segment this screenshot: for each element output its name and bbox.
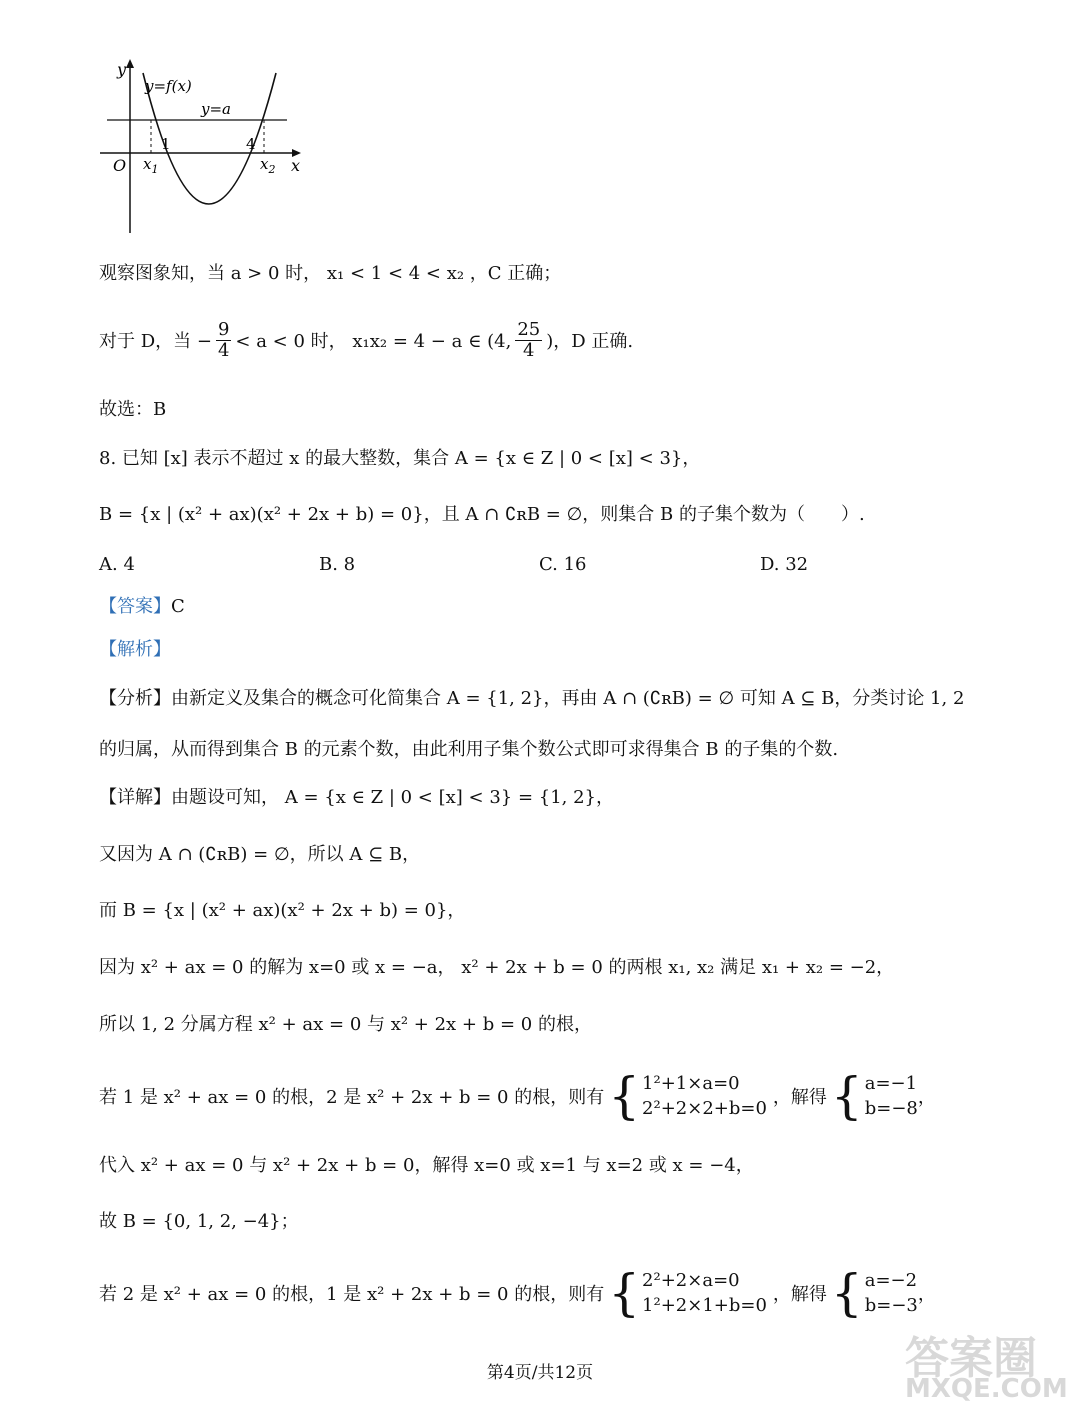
solution-eq: b=−3	[864, 1295, 918, 1316]
case-1-line	[99, 1066, 936, 1126]
tick-1-label: 1	[161, 135, 171, 153]
watermark-logo: 答案圈	[905, 1333, 1037, 1384]
system-eq: 1²+2×1+b=0	[642, 1295, 767, 1316]
solution-eq: a=−2	[864, 1269, 918, 1291]
x1-label: $x_1$	[143, 155, 159, 176]
system-eq: 1²+1×a=0	[642, 1072, 740, 1094]
option-d: D. 32	[760, 554, 809, 575]
case-2-line	[99, 1263, 936, 1323]
case-1-solve: ，解得	[772, 1087, 827, 1108]
option-d-line	[99, 320, 633, 361]
option-c: C. 16	[539, 554, 587, 575]
option-b: B. 8	[319, 554, 356, 575]
tick-4-label: 4	[246, 135, 256, 153]
case-1-sol-brace: {	[830, 1067, 863, 1125]
answer-line	[99, 596, 185, 618]
choose-line: 故选：B	[99, 399, 167, 420]
case-1-solution	[865, 1071, 918, 1121]
er-b-line: 而 B = {x | (x² + ax)(x² + 2x + b) = 0}，	[99, 900, 466, 921]
x-axis-label: x	[291, 156, 301, 175]
system-eq: 2²+2×a=0	[642, 1269, 740, 1291]
analysis-tag: 【解析】	[99, 639, 171, 660]
case-2-solve: ，解得	[772, 1284, 827, 1305]
fenxi-line-2: 的归属，从而得到集合 B 的元素个数，由此利用子集个数公式即可求得集合 B 的子集的个数.	[99, 739, 839, 760]
frac-num: 9	[217, 319, 230, 340]
origin-label: O	[113, 156, 127, 175]
d-prefix: 对于 D，当 −	[99, 331, 212, 353]
solution-eq: a=−1	[864, 1072, 918, 1094]
case-2-brace: {	[608, 1264, 641, 1322]
y-axis-label: y	[117, 60, 127, 79]
solution-eq: b=−8	[864, 1098, 918, 1119]
frac-den: 4	[523, 339, 535, 361]
fenxi-line-1: 【分析】由新定义及集合的概念可化简集合 A = {1, 2}，再由 A ∩ (∁ʀB) = ∅ 可知 A ⊆ B，分类讨论 1, 2	[99, 688, 965, 709]
system-eq: 2²+2×2+b=0	[642, 1098, 767, 1119]
dai-ru-line: 代入 x² + ax = 0 与 x² + 2x + b = 0，解得 x=0 或 x=1 与 x=2 或 x = −4，	[99, 1155, 754, 1176]
yin-wei-line: 因为 x² + ax = 0 的解为 x=0 或 x = −a， x² + 2x + b = 0 的两根 x₁, x₂ 满足 x₁ + x₂ = −2，	[99, 957, 895, 978]
case-2-system	[642, 1268, 767, 1318]
case-1-end: ，	[917, 1087, 936, 1108]
fraction-25-4	[515, 320, 542, 361]
case-1-system	[642, 1071, 767, 1121]
x2-label: $x_2$	[260, 155, 276, 176]
function-label: y=f(x)	[145, 77, 192, 95]
d-suffix: )，D 正确.	[546, 331, 634, 353]
answer-value: C	[171, 596, 185, 617]
case-1-text: 若 1 是 x² + ax = 0 的根，2 是 x² + 2x + b = 0 的根，则有	[99, 1087, 605, 1108]
case-2-sol-brace: {	[830, 1264, 863, 1322]
page-footer: 第4页/共12页	[486, 1363, 594, 1383]
d-mid: < a < 0 时， x₁x₂ = 4 − a ∈ (4,	[235, 331, 512, 353]
line-a-label: y=a	[201, 100, 231, 118]
watermark-url: MXQE.COM	[905, 1374, 1068, 1404]
observe-line: 观察图象知，当 a > 0 时， x₁ < 1 < 4 < x₂ ，C 正确；	[99, 263, 562, 284]
function-graph	[95, 55, 315, 240]
frac-num: 25	[517, 319, 541, 340]
case-2-solution	[865, 1268, 918, 1318]
case-2-end: ，	[917, 1284, 936, 1305]
you-yin-line: 又因为 A ∩ (∁ʀB) = ∅，所以 A ⊆ B，	[99, 844, 421, 865]
xiangjie-line: 【详解】由题设可知， A = {x ∈ Z | 0 < [x] < 3} = {1, 2}，	[99, 787, 615, 808]
y-axis-arrow	[126, 59, 134, 68]
question-8-line-2: B = {x | (x² + ax)(x² + 2x + b) = 0}，且 A ∩ ∁ʀB = ∅，则集合 B 的子集个数为（ ）.	[99, 504, 865, 525]
x1-subscript: 1	[151, 163, 159, 176]
question-8-line-1: 8. 已知 [x] 表示不超过 x 的最大整数，集合 A = {x ∈ Z | 0 < [x] < 3}，	[99, 448, 701, 469]
gu-b-line: 故 B = {0, 1, 2, −4}；	[99, 1211, 299, 1232]
option-a: A. 4	[99, 554, 135, 575]
x2-subscript: 2	[268, 163, 276, 176]
suo-yi-line: 所以 1, 2 分属方程 x² + ax = 0 与 x² + 2x + b = 0 的根，	[99, 1014, 592, 1035]
answer-tag: 【答案】	[99, 596, 171, 617]
frac-den: 4	[217, 339, 230, 361]
case-1-brace: {	[608, 1067, 641, 1125]
case-2-text: 若 2 是 x² + ax = 0 的根，1 是 x² + 2x + b = 0 的根，则有	[99, 1284, 605, 1305]
fraction-9-4	[216, 320, 231, 361]
